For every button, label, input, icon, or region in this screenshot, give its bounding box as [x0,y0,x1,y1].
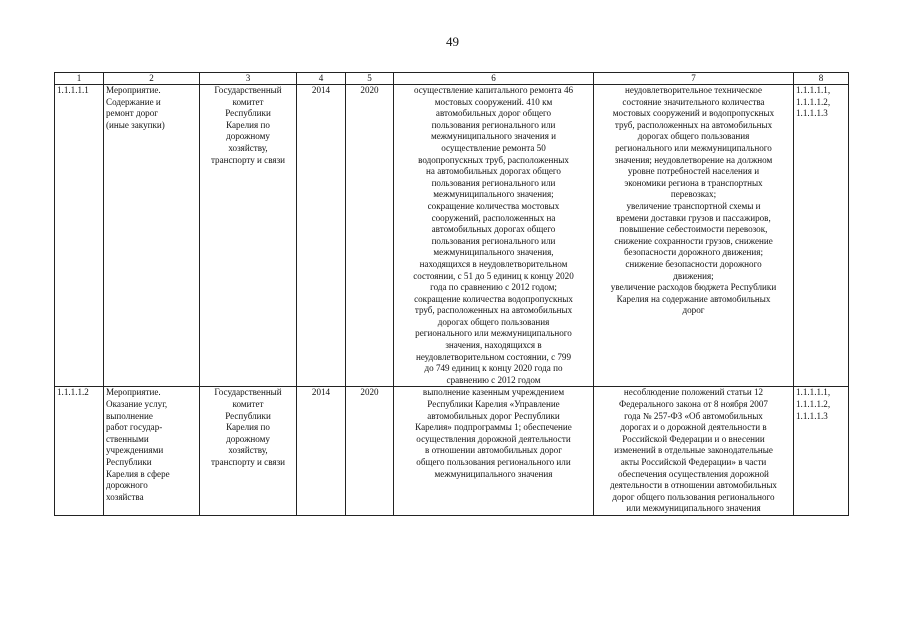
row-consequences-line: дорог общего пользования регионального [612,491,775,502]
row-event-line: ремонт дорог [106,108,158,119]
header-cell: 7 [594,73,794,85]
row-expected-result-line: находящихся в неудовлетворительном [419,258,568,269]
row-expected-result-line: осуществления дорожной деятельности [416,433,571,444]
row-event-line: (иные закупки) [106,119,165,130]
row-expected-result-line: общего пользования регионального или [416,457,571,467]
row-expected-result-line: в отношении автомобильных дорог [425,445,562,456]
header-cell: 1 [55,73,104,85]
row-consequences-line: дорогах общего пользования [637,131,750,142]
row-executor-line: хозяйству, [228,445,268,456]
row-event-line: хозяйства [106,491,144,502]
row-expected-result-line: осуществление капитального ремонта 46 [413,85,574,95]
row-consequences-line: мостовых сооружений и водопропускных [612,108,775,119]
row-executor-line: хозяйству, [228,142,268,153]
row-consequences-line: года № 257-ФЗ «Об автомобильных [624,410,763,421]
row-consequences-line: акты Российской Федерации» в части [620,457,767,467]
row-consequences-line: Российской Федерации и о внесении [622,433,765,444]
header-cell: 6 [394,73,594,85]
row-executor-line: Государственный [214,85,282,95]
table-row [55,85,849,387]
row-end-year: 2020 [346,85,394,387]
row-consequences-line: дорог [682,305,705,316]
row-event-line: выполнение [106,410,153,421]
row-event-line: учреждениями [106,445,164,456]
row-consequences-line: неудовлетворительное техническое [625,85,762,95]
row-expected-result-line: на автомобильных дорогах общего [426,166,561,177]
row-event-line: Мероприятие. [106,85,161,95]
row-executor-line: транспорту и связи [210,154,286,165]
row-event [104,387,200,516]
row-expected-result-line: межмуниципального значения, [433,247,554,258]
row-expected-result-line: труб, расположенных на автомобильных [414,305,573,316]
row-expected-result-line: выполнение казенным учреждением [422,387,565,398]
row-consequences-line: перевозках; [670,189,717,200]
row-expected-result-line: регионального или межмуниципального [415,328,572,339]
row-consequences-line: труб, расположенных на автомобильных [614,119,773,130]
row-consequences-line: экономики региона в транспортных [624,177,763,188]
row-event-line: Содержание и [106,96,161,107]
row-consequences-line: регионального или межмуниципального [615,142,772,153]
row-consequences-line: увеличение расходов бюджета Республики [610,282,777,293]
header-cell: 4 [297,73,346,85]
row-event-line: Республики [106,457,152,467]
row-executor-line: комитет [232,96,264,107]
row-expected-result [394,85,594,387]
row-code: 1.1.1.1.2 [55,387,104,516]
row-consequences-line: значения; неудовлетворение на должном [614,154,773,165]
header-cell: 2 [104,73,200,85]
row-expected-result-line: Республики Карелия «Управление [427,399,560,410]
row-indicator-links-line: 1.1.1.1.3 [796,108,828,119]
row-consequences-line: несоблюдение положений статьи 12 [623,387,764,398]
table-row [55,387,849,516]
row-expected-result-line: до 749 единиц к концу 2020 года по [424,363,563,374]
row-expected-result [394,387,594,516]
row-executor-line: Республики [225,410,271,421]
row-executor [200,387,297,516]
row-expected-result-line: автомобильных дорог Республики [427,410,560,421]
header-row [55,73,849,85]
row-event-line: Оказание услуг, [106,399,168,410]
row-executor [200,85,297,387]
row-consequences-line: движения; [673,270,714,281]
row-consequences-line: Карелия на содержание автомобильных [616,293,771,304]
row-expected-result-line: неудовлетворительном состоянии, с 799 [415,351,572,362]
row-consequences-line: изменений в отдельные законодательные [614,445,773,456]
row-executor-line: Карелия по [226,422,270,433]
row-start-year: 2014 [297,387,346,516]
row-expected-result-line: пользования регионального или [431,119,556,130]
row-indicator-links-line: 1.1.1.1.3 [796,410,828,421]
row-indicator-links [794,85,849,387]
row-consequences-line: или межмуниципального значения [626,503,761,514]
row-expected-result-line: дорогах общего пользования [437,316,550,327]
row-expected-result-line: Карелия» подпрограммы 1; обеспечение [415,422,572,433]
row-executor-line: дорожному [226,131,270,142]
row-consequences-line: увеличение транспортной схемы и [626,200,761,211]
row-consequences [594,85,794,387]
row-consequences-line: снижение безопасности дорожного [625,258,762,269]
row-consequences-line: уровне потребностей населения и [627,166,760,177]
row-expected-result-line: сравнению с 2012 годом [446,374,541,385]
row-expected-result-line: сооружений, расположенных на [431,212,556,223]
row-expected-result-line: межмуниципального значения и [430,131,557,142]
row-end-year: 2020 [346,387,394,516]
page-number: 49 [446,34,459,49]
row-expected-result-line: сокращение количества водопропускных [414,293,573,304]
row-expected-result-line: пользования регионального или [431,177,556,188]
row-consequences-line: времени доставки грузов и пассажиров, [616,212,771,223]
row-event-line: дорожного [106,480,148,491]
row-executor-line: комитет [232,399,264,410]
row-expected-result-line: пользования регионального или [431,235,556,246]
row-start-year: 2014 [297,85,346,387]
row-expected-result-line: осуществление ремонта 50 [441,142,546,153]
row-event [104,85,200,387]
row-code: 1.1.1.1.1 [55,85,104,387]
row-indicator-links-line: 1.1.1.1.1, [796,85,831,95]
row-expected-result-line: сокращение количества мостовых [427,200,560,211]
row-event-line: ственными [106,433,149,444]
row-consequences-line: безопасности дорожного движения; [624,247,763,258]
header-cell: 5 [346,73,394,85]
row-expected-result-line: значения, находящихся в [445,340,542,351]
row-expected-result-line: автомобильных дорогах общего [431,224,556,235]
row-expected-result-line: автомобильных дорог общего [435,108,552,119]
row-event-line: Карелия в сфере [106,468,170,479]
header-cell: 3 [200,73,297,85]
row-consequences-line: состояние значительного количества [622,96,765,107]
row-expected-result-line: мостовых сооружений. 410 км [434,96,553,107]
row-expected-result-line: межмуниципального значения; [433,189,554,200]
row-executor-line: Республики [225,108,271,119]
row-consequences-line: повышение себестоимости перевозок, [619,224,768,235]
row-consequences-line: обеспечения осуществления дорожной [618,468,769,479]
header-cell: 8 [794,73,849,85]
row-consequences-line: дорогах и о дорожной деятельности в [620,422,767,433]
row-expected-result-line: состоянии, с 51 до 5 единиц к концу 2020 [413,270,574,281]
row-expected-result-line: межмуниципального значения [434,468,553,479]
row-consequences-line: деятельности в отношении автомобильных [610,480,777,491]
row-expected-result-line: водопропускных труб, расположенных [418,154,569,165]
row-consequences-line: Федерального закона от 8 ноября 2007 [619,399,768,410]
row-event-line: Мероприятие. [106,387,161,398]
row-executor-line: Карелия по [226,119,270,130]
row-executor-line: дорожному [226,433,270,444]
row-indicator-links-line: 1.1.1.1.2, [796,96,831,107]
row-consequences-line: снижение сохранности грузов, снижение [614,235,773,246]
row-indicator-links [794,387,849,516]
row-consequences [594,387,794,516]
row-expected-result-line: года по сравнению с 2012 годом; [430,282,557,293]
row-indicator-links-line: 1.1.1.1.1, [796,387,831,398]
row-indicator-links-line: 1.1.1.1.2, [796,399,831,410]
row-event-line: работ государ- [106,422,163,433]
row-executor-line: Государственный [214,387,282,398]
program-table [54,72,849,516]
row-executor-line: транспорту и связи [210,457,286,467]
